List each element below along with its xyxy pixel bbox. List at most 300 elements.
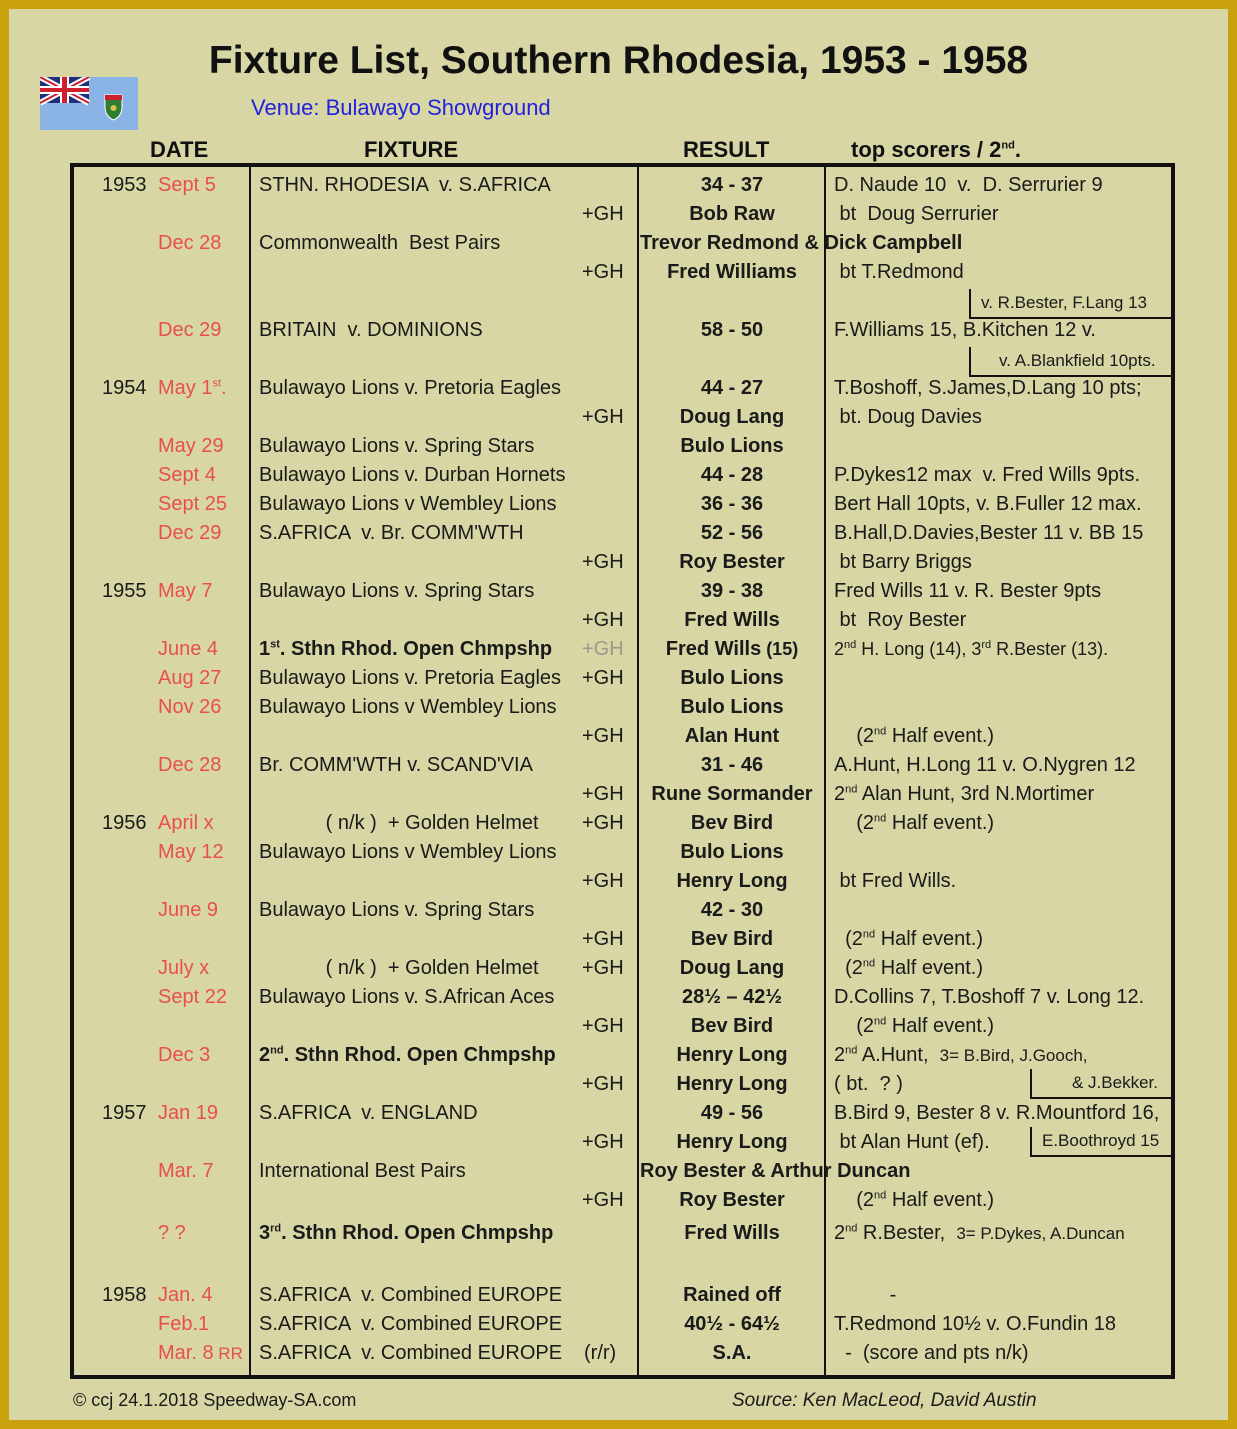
row-date-text: Sept 25 bbox=[158, 493, 227, 515]
note-blankfield: v. A.Blankfield 10pts. bbox=[969, 347, 1175, 377]
row-date-text: July x bbox=[158, 957, 210, 979]
row-scorers-sup: nd bbox=[845, 783, 858, 796]
note-boothroyd: E.Boothroyd 15 bbox=[1030, 1127, 1175, 1157]
row-date bbox=[158, 635, 218, 664]
row-result-text: Alan Hunt bbox=[684, 725, 780, 747]
row-scorers-pre: 2 bbox=[834, 639, 845, 659]
row-date bbox=[158, 577, 212, 606]
row-scorers-text: bt T.Redmond bbox=[834, 261, 964, 283]
row-date-text: ? ? bbox=[158, 1222, 186, 1244]
row-result-text: Bev Bird bbox=[690, 812, 774, 834]
row-fixture-text: S.AFRICA v. Br. COMM'WTH bbox=[259, 522, 524, 544]
row-scorers-pre: (2 bbox=[834, 957, 863, 979]
row-result-text: Henry Long bbox=[676, 1044, 788, 1066]
row-result bbox=[640, 954, 824, 983]
row-fixture-text: S.AFRICA v. Combined EUROPE bbox=[259, 1342, 563, 1364]
row-fixture bbox=[259, 461, 565, 490]
row-golden-helmet: +GH bbox=[582, 957, 624, 979]
row-date-text: May 1 bbox=[158, 377, 213, 399]
row-result bbox=[640, 316, 824, 345]
row-fixture-text: S.AFRICA v. Combined EUROPE bbox=[259, 1284, 563, 1306]
row-scorers bbox=[834, 1070, 903, 1099]
row-scorers-text: B.Bird 9, Bester 8 v. R.Mountford 16, bbox=[834, 1102, 1160, 1124]
row-date bbox=[158, 171, 216, 200]
row-scorers bbox=[834, 780, 1094, 809]
row-result bbox=[640, 1339, 824, 1368]
row-fixture bbox=[259, 954, 539, 983]
row-result bbox=[640, 925, 824, 954]
row-scorers-text: T.Redmond 10½ v. O.Fundin 18 bbox=[834, 1313, 1117, 1335]
row-scorers-pre: 2 bbox=[834, 1222, 846, 1244]
row-golden-helmet: +GH bbox=[582, 1015, 624, 1037]
row-date-text: Aug 27 bbox=[158, 667, 222, 689]
row-fixture-sup: nd bbox=[270, 1044, 284, 1057]
row-scorers-text: bt Doug Serrurier bbox=[834, 203, 999, 225]
row-fixture-text: International Best Pairs bbox=[259, 1160, 466, 1182]
row-golden-helmet: +GH bbox=[582, 551, 624, 573]
row-year: 1957 bbox=[102, 1102, 147, 1124]
table-row bbox=[74, 1186, 1175, 1215]
row-result-text: Roy Bester bbox=[679, 551, 785, 573]
row-fixture bbox=[259, 229, 500, 258]
row-scorers-sup: nd bbox=[862, 928, 876, 941]
row-fixture-num: 3 bbox=[259, 1222, 271, 1244]
table-row bbox=[74, 722, 1175, 751]
table-row bbox=[74, 1252, 1175, 1281]
table-row bbox=[74, 1099, 1175, 1128]
table-row bbox=[74, 780, 1175, 809]
table-row bbox=[74, 954, 1175, 983]
row-date-end: . bbox=[221, 377, 227, 399]
row-scorers bbox=[834, 171, 1103, 200]
row-year: 1958 bbox=[102, 1284, 147, 1306]
table-row bbox=[74, 490, 1175, 519]
row-date bbox=[158, 1099, 218, 1128]
table-row bbox=[74, 1310, 1175, 1339]
row-fixture-sup: rd bbox=[270, 1222, 282, 1235]
row-result bbox=[640, 548, 824, 577]
row-date-text: Dec 28 bbox=[158, 754, 222, 776]
row-scorers-text: H. Long (14), 3 bbox=[856, 639, 982, 659]
row-fixture bbox=[259, 519, 524, 548]
row-scorers-sup: nd bbox=[874, 725, 887, 738]
venue-label: Venue: Bulawayo Showground bbox=[251, 95, 551, 120]
row-fixture bbox=[259, 490, 557, 519]
row-result bbox=[640, 896, 824, 925]
table-row bbox=[74, 693, 1175, 722]
row-scorers bbox=[834, 635, 1108, 664]
row-scorers bbox=[834, 490, 1142, 519]
row-fixture-text: Bulawayo Lions v Wembley Lions bbox=[259, 841, 557, 863]
row-scorers bbox=[834, 867, 956, 896]
row-fixture-text: Bulawayo Lions v. S.African Aces bbox=[259, 986, 555, 1008]
row-scorers-text: Half event.) bbox=[875, 957, 983, 979]
row-result bbox=[640, 1219, 824, 1248]
row-result-text: Fred Wills bbox=[665, 638, 762, 660]
row-fixture-text: Bulawayo Lions v. Pretoria Eagles bbox=[259, 377, 562, 399]
table-row bbox=[74, 983, 1175, 1012]
row-date-text: Dec 29 bbox=[158, 319, 222, 341]
row-scorers bbox=[834, 751, 1136, 780]
row-result-text: Bob Raw bbox=[689, 203, 775, 225]
row-date-text: May 7 bbox=[158, 580, 213, 602]
row-scorers-sup: nd bbox=[845, 1044, 858, 1057]
table-row bbox=[74, 519, 1175, 548]
table-row bbox=[74, 316, 1175, 345]
row-fixture-text: . Sthn Rhod. Open Chmpshp bbox=[279, 638, 553, 660]
row-result-pairs: Roy Bester & Arthur Duncan bbox=[640, 1160, 911, 1182]
row-scorers-pre: (2 bbox=[834, 1015, 875, 1037]
row-scorers-text: Alan Hunt, 3rd N.Mortimer bbox=[857, 783, 1095, 805]
date-header: DATE bbox=[150, 137, 209, 162]
row-scorers-text: bt Fred Wills. bbox=[834, 870, 957, 892]
row-date bbox=[158, 809, 214, 838]
row-date-text: Mar. 7 bbox=[158, 1160, 214, 1182]
table-row bbox=[74, 229, 1175, 258]
fixture-table bbox=[70, 163, 1175, 1379]
row-fixture bbox=[259, 983, 554, 1012]
row-result-text: Fred Wills bbox=[684, 609, 780, 631]
row-scorers bbox=[834, 316, 1096, 345]
row-date bbox=[158, 316, 221, 345]
row-date bbox=[158, 1310, 209, 1339]
table-row bbox=[74, 809, 1175, 838]
row-result-text: Bev Bird bbox=[690, 1015, 774, 1037]
row-result-text: 28½ – 42½ bbox=[681, 986, 783, 1008]
note-bekker: & J.Bekker. bbox=[1030, 1069, 1175, 1099]
row-result bbox=[640, 1128, 824, 1157]
row-result bbox=[640, 867, 824, 896]
row-golden-helmet: +GH bbox=[582, 870, 624, 892]
row-fixture bbox=[259, 432, 534, 461]
row-golden-helmet: +GH bbox=[582, 1073, 624, 1095]
row-scorers-pre: 2 bbox=[834, 1044, 846, 1066]
row-scorers bbox=[834, 519, 1143, 548]
row-result bbox=[640, 809, 824, 838]
row-result bbox=[640, 577, 824, 606]
row-result bbox=[640, 1186, 824, 1215]
row-scorers-text: Half event.) bbox=[886, 1189, 995, 1211]
row-fixture-text: Bulawayo Lions v Wembley Lions bbox=[259, 493, 557, 515]
row-fixture bbox=[259, 1339, 562, 1368]
row-fixture-text: . Sthn Rhod. Open Chmpshp bbox=[283, 1044, 556, 1066]
row-golden-helmet: +GH bbox=[582, 203, 624, 225]
row-result bbox=[640, 1310, 824, 1339]
row-scorers-pre: (2 bbox=[834, 1189, 875, 1211]
row-fixture bbox=[259, 751, 533, 780]
row-scorers-text: Half event.) bbox=[886, 1015, 995, 1037]
row-year: 1953 bbox=[102, 174, 147, 196]
row-fixture bbox=[259, 374, 561, 403]
row-year: 1956 bbox=[102, 812, 147, 834]
row-fixture bbox=[259, 1219, 553, 1248]
row-result bbox=[640, 258, 824, 287]
row-date-text: Dec 3 bbox=[158, 1044, 211, 1066]
row-result bbox=[640, 722, 824, 751]
row-date-text: Feb.1 bbox=[158, 1313, 210, 1335]
row-scorers-text: A.Hunt, H.Long 11 v. O.Nygren 12 bbox=[834, 754, 1136, 776]
row-fixture-text: Bulawayo Lions v. Spring Stars bbox=[259, 580, 535, 602]
row-date-text: Sept 4 bbox=[158, 464, 216, 486]
row-result-text: 49 - 56 bbox=[700, 1102, 764, 1124]
row-result-text: 44 - 28 bbox=[700, 464, 764, 486]
row-result-text: Fred Williams bbox=[667, 261, 797, 283]
row-fixture bbox=[259, 693, 557, 722]
row-fixture-text: Bulawayo Lions v. Durban Hornets bbox=[259, 464, 566, 486]
row-date bbox=[158, 664, 221, 693]
table-row bbox=[74, 1281, 1175, 1310]
row-golden-helmet: +GH bbox=[582, 406, 624, 428]
row-result bbox=[640, 780, 824, 809]
row-golden-helmet: +GH bbox=[582, 609, 624, 631]
row-result-points: (15) bbox=[761, 639, 799, 659]
row-scorers-text: T.Boshoff, S.James,D.Lang 10 pts; bbox=[834, 377, 1142, 399]
row-date bbox=[158, 229, 221, 258]
table-row bbox=[74, 635, 1175, 664]
table-row bbox=[74, 867, 1175, 896]
row-scorers-end: 3= P.Dykes, A.Duncan bbox=[956, 1224, 1125, 1243]
row-golden-helmet: +GH bbox=[582, 812, 624, 834]
row-fixture bbox=[259, 1310, 562, 1339]
row-result-text: Doug Lang bbox=[679, 957, 785, 979]
row-result bbox=[640, 374, 824, 403]
row-date bbox=[158, 1219, 186, 1248]
row-scorers bbox=[834, 1099, 1159, 1128]
row-result-text: Henry Long bbox=[676, 1131, 788, 1153]
table-row bbox=[74, 751, 1175, 780]
row-fixture-text: Commonwealth Best Pairs bbox=[259, 232, 501, 254]
row-date-text: Dec 29 bbox=[158, 522, 222, 544]
row-result-text: Bulo Lions bbox=[680, 435, 784, 457]
row-date-text: Jan 19 bbox=[158, 1102, 219, 1124]
row-golden-helmet: +GH bbox=[582, 928, 624, 950]
row-fixture-text: Bulawayo Lions v Wembley Lions bbox=[259, 696, 557, 718]
row-scorers bbox=[834, 925, 983, 954]
table-row bbox=[74, 1157, 1175, 1186]
row-scorers-text: F.Williams 15, B.Kitchen 12 v. bbox=[834, 319, 1096, 341]
row-date-sup: st bbox=[212, 377, 222, 390]
row-result-text: 44 - 27 bbox=[700, 377, 764, 399]
row-fixture-text: . Sthn Rhod. Open Chmpshp bbox=[281, 1222, 554, 1244]
row-scorers-text: bt Roy Bester bbox=[834, 609, 967, 631]
row-result-text: 42 - 30 bbox=[700, 899, 764, 921]
row-date bbox=[158, 693, 221, 722]
table-row bbox=[74, 171, 1175, 200]
row-date bbox=[158, 461, 216, 490]
fixture-header: FIXTURE bbox=[364, 137, 459, 162]
row-date bbox=[158, 1157, 214, 1186]
row-date bbox=[158, 1281, 212, 1310]
footer-copyright: © ccj 24.1.2018 Speedway-SA.com bbox=[73, 1390, 357, 1410]
row-result bbox=[640, 171, 824, 200]
row-fixture bbox=[259, 838, 557, 867]
row-date-text: April x bbox=[158, 812, 214, 834]
row-date-text: June 9 bbox=[158, 899, 219, 921]
row-scorers-text: Half event.) bbox=[886, 812, 995, 834]
row-result bbox=[640, 838, 824, 867]
row-date bbox=[158, 896, 218, 925]
table-row bbox=[74, 838, 1175, 867]
row-scorers-end: R.Bester (13). bbox=[991, 639, 1109, 659]
row-scorers-text: Bert Hall 10pts, v. B.Fuller 12 max. bbox=[834, 493, 1142, 515]
row-scorers bbox=[834, 403, 982, 432]
table-row bbox=[74, 403, 1175, 432]
row-date-text: Nov 26 bbox=[158, 696, 222, 718]
row-scorers-sup: nd bbox=[874, 812, 887, 825]
result-header: RESULT bbox=[683, 137, 770, 162]
row-date bbox=[158, 1041, 210, 1070]
table-row bbox=[74, 461, 1175, 490]
row-scorers-text: P.Dykes12 max v. Fred Wills 9pts. bbox=[834, 464, 1141, 486]
row-result bbox=[640, 403, 824, 432]
row-scorers-text: bt. Doug Davies bbox=[834, 406, 982, 428]
row-fixture bbox=[259, 1041, 556, 1070]
table-row bbox=[74, 577, 1175, 606]
row-scorers bbox=[834, 606, 966, 635]
row-scorers-text: - bbox=[834, 1284, 897, 1306]
row-scorers-sup2: rd bbox=[981, 639, 992, 651]
row-result bbox=[640, 490, 824, 519]
row-fixture bbox=[259, 1281, 562, 1310]
row-fixture bbox=[259, 635, 552, 664]
row-result-text: Bulo Lions bbox=[680, 667, 784, 689]
row-result-text: 36 - 36 bbox=[700, 493, 764, 515]
row-scorers bbox=[834, 1186, 994, 1215]
row-result bbox=[640, 519, 824, 548]
table-row bbox=[74, 1128, 1175, 1157]
row-fixture-text: ( n/k ) + Golden Helmet bbox=[259, 957, 539, 979]
table-row bbox=[74, 1070, 1175, 1099]
row-fixture-text: Bulawayo Lions v. Spring Stars bbox=[259, 899, 535, 921]
row-result-text: Rune Sormander bbox=[651, 783, 813, 805]
row-golden-helmet: +GH bbox=[582, 261, 624, 283]
row-result-text: 52 - 56 bbox=[700, 522, 764, 544]
row-date-text: Mar. 8 bbox=[158, 1342, 214, 1364]
table-row bbox=[74, 1219, 1175, 1248]
row-result-text: Fred Wills bbox=[684, 1222, 780, 1244]
row-scorers-text: Half event.) bbox=[886, 725, 995, 747]
row-date-text: Dec 28 bbox=[158, 232, 222, 254]
row-date bbox=[158, 983, 227, 1012]
table-row bbox=[74, 1041, 1175, 1070]
row-result-text: Roy Bester bbox=[679, 1189, 785, 1211]
row-date-text: June 4 bbox=[158, 638, 219, 660]
row-fixture-text: Bulawayo Lions v. Spring Stars bbox=[259, 435, 535, 457]
row-result bbox=[640, 751, 824, 780]
table-row bbox=[74, 896, 1175, 925]
table-row bbox=[74, 200, 1175, 229]
row-result bbox=[640, 1099, 824, 1128]
southern-rhodesia-flag-icon bbox=[40, 77, 138, 130]
row-result bbox=[640, 1070, 824, 1099]
row-golden-helmet: (r/r) bbox=[584, 1342, 617, 1364]
row-scorers bbox=[834, 983, 1144, 1012]
table-row bbox=[74, 374, 1175, 403]
row-date-rerun: RR bbox=[213, 1344, 243, 1363]
row-result-text: Henry Long bbox=[676, 870, 788, 892]
row-scorers bbox=[834, 954, 983, 983]
row-result bbox=[640, 664, 824, 693]
row-fixture-num: 1 bbox=[259, 638, 271, 660]
row-scorers bbox=[834, 1012, 994, 1041]
scorers-header: top scorers / 2nd. bbox=[851, 137, 1021, 162]
table-row bbox=[74, 258, 1175, 287]
row-year: 1955 bbox=[102, 580, 147, 602]
row-golden-helmet: +GH bbox=[582, 667, 624, 689]
table-row bbox=[74, 432, 1175, 461]
row-date-text: Sept 22 bbox=[158, 986, 227, 1008]
row-scorers-pre: 2 bbox=[834, 783, 846, 805]
row-scorers-text: D.Collins 7, T.Boshoff 7 v. Long 12. bbox=[834, 986, 1145, 1008]
row-scorers-text: Half event.) bbox=[875, 928, 983, 950]
table-row bbox=[74, 1012, 1175, 1041]
row-result-text: 40½ - 64½ bbox=[684, 1313, 780, 1335]
row-result-text: S.A. bbox=[712, 1342, 752, 1364]
row-date bbox=[158, 374, 227, 403]
row-scorers-text: Fred Wills 11 v. R. Bester 9pts bbox=[834, 580, 1102, 602]
row-golden-helmet: +GH bbox=[582, 1189, 624, 1211]
row-fixture bbox=[259, 171, 551, 200]
row-golden-helmet: +GH bbox=[582, 725, 624, 747]
row-fixture bbox=[259, 664, 561, 693]
row-result-text: 31 - 46 bbox=[700, 754, 764, 776]
row-scorers bbox=[834, 577, 1101, 606]
footer-source: Source: Ken MacLeod, David Austin bbox=[732, 1390, 1037, 1411]
row-fixture-num: 2 bbox=[259, 1044, 271, 1066]
row-result bbox=[640, 1281, 824, 1310]
note-bester-lang: v. R.Bester, F.Lang 13 bbox=[969, 289, 1175, 319]
table-row bbox=[74, 548, 1175, 577]
row-result-text: 34 - 37 bbox=[700, 174, 764, 196]
row-date-text: May 29 bbox=[158, 435, 224, 457]
row-fixture bbox=[259, 896, 534, 925]
row-scorers-text: ( bt. ? ) bbox=[834, 1073, 903, 1095]
row-fixture-text: Br. COMM'WTH v. SCAND'VIA bbox=[259, 754, 533, 776]
row-scorers bbox=[834, 200, 999, 229]
row-scorers bbox=[834, 1310, 1116, 1339]
row-fixture-text: STHN. RHODESIA v. S.AFRICA bbox=[259, 174, 551, 196]
row-scorers bbox=[834, 548, 972, 577]
row-date bbox=[158, 490, 227, 519]
row-scorers-text: D. Naude 10 v. D. Serrurier 9 bbox=[834, 174, 1103, 196]
row-result-text: Doug Lang bbox=[679, 406, 785, 428]
row-scorers bbox=[834, 1281, 896, 1310]
row-scorers-sup: nd bbox=[874, 1015, 887, 1028]
row-fixture bbox=[259, 316, 483, 345]
row-fixture bbox=[259, 1157, 466, 1186]
row-fixture bbox=[259, 577, 534, 606]
row-golden-helmet: +GH bbox=[582, 638, 624, 660]
row-scorers-text: - (score and pts n/k) bbox=[834, 1342, 1029, 1364]
row-result bbox=[640, 461, 824, 490]
row-result bbox=[640, 693, 824, 722]
page-title: Fixture List, Southern Rhodesia, 1953 - 1958 bbox=[208, 39, 1029, 82]
row-scorers bbox=[834, 1041, 1088, 1070]
row-scorers-pre: (2 bbox=[834, 725, 875, 747]
table-row bbox=[74, 925, 1175, 954]
row-year: 1954 bbox=[102, 377, 147, 399]
row-result-text: 39 - 38 bbox=[700, 580, 764, 602]
row-golden-helmet: +GH bbox=[582, 1131, 624, 1153]
row-result-text: Rained off bbox=[683, 1284, 781, 1306]
row-fixture-text: Bulawayo Lions v. Pretoria Eagles bbox=[259, 667, 562, 689]
row-result-text: Bulo Lions bbox=[680, 696, 784, 718]
row-scorers-sup: nd bbox=[844, 639, 857, 651]
row-golden-helmet: +GH bbox=[582, 783, 624, 805]
row-scorers-text: B.Hall,D.Davies,Bester 11 v. BB 15 bbox=[834, 522, 1144, 544]
row-fixture bbox=[259, 809, 539, 838]
row-scorers-sup: nd bbox=[874, 1189, 887, 1202]
